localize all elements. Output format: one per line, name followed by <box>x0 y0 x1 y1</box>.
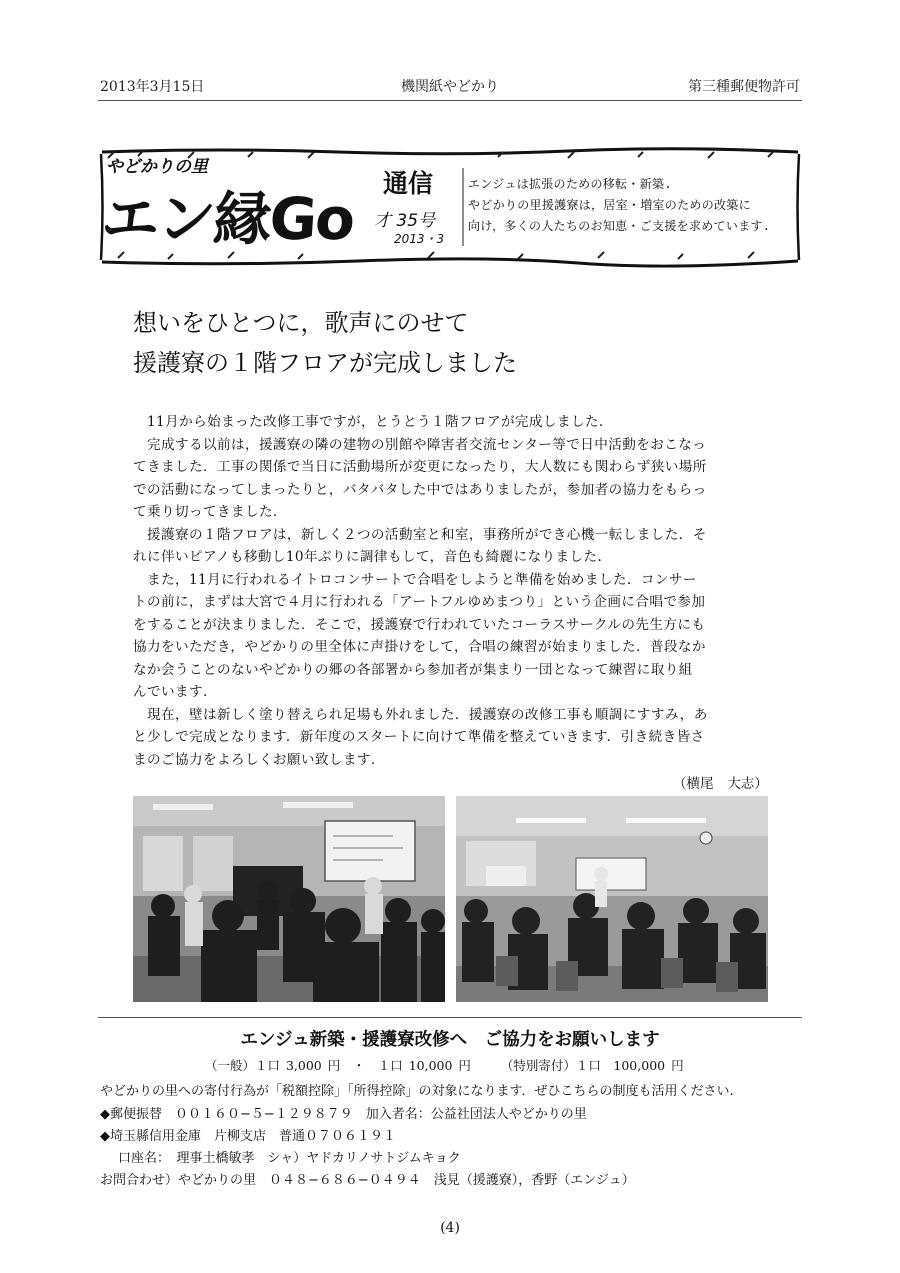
masthead-description-line: エンジュは拡張のための移転・新築. <box>468 177 672 191</box>
article-body <box>133 411 773 771</box>
appeal-title: エンジュ新築・援護寮改修へ ご協力をお願いします <box>240 1030 660 1050</box>
masthead-issue-date: 2013・3 <box>394 232 445 246</box>
body-line: また，11月に行われるイトロコンサートで合唱をしようと準備を始めました．コンサー <box>133 571 697 588</box>
masthead-issue: 才 35号 <box>374 211 436 231</box>
bank-account-info: ◆埼玉縣信用金庫 片柳支店 普通０７０６１９１ <box>100 1129 396 1144</box>
header-publication: 機関紙やどかり <box>401 79 499 95</box>
body-line: トの前に，まずは大宮で４月に行われる「アートフルゆめまつり」という企画に合唱で参加 <box>133 594 706 610</box>
body-line: 完成する以前は，援護寮の隣の建物の別館や障害者交流センター等で日中活動をおこなっ <box>133 436 707 453</box>
separator-rule <box>98 1017 802 1018</box>
postal-transfer-info: ◆郵便振替 ００１６０−５−１２９８７９ 加入者名：公益社団法人やどかりの里 <box>100 1107 587 1122</box>
body-line: 現在，壁は新しく塗り替えられ足場も外れました．援護寮の改修工事も順調にすすみ，あ <box>133 706 708 723</box>
masthead-description-line: 向け，多くの人たちのお知恵・ご支援を求めています. <box>468 219 771 233</box>
body-line: での活動になってしまったりと，バタバタした中ではありましたが，参加者の協力をもらっ <box>133 481 707 498</box>
header-postal-permit: 第三種郵便物許可 <box>688 79 800 95</box>
body-line: 援護寮の１階フロアは，新しく２つの活動室と和室，事務所ができ心機一転しました．そ <box>133 526 707 543</box>
body-line: て乗り切ってきました. <box>133 504 278 520</box>
contact-info: お問合わせ）やどかりの里 ０４８−６８６−０４９４ 浅見（援護寮），香野（エンジュ） <box>100 1173 635 1188</box>
body-line: をすることが決まりました．そこで，援護寮で行われていたコーラスサークルの先生方にも <box>133 616 706 633</box>
photo-choir-practice <box>133 796 445 1002</box>
masthead <box>98 146 802 268</box>
tax-deduction-note: やどかりの里への寄付行為が「税額控除」「所得控除」の対象になります．ぜひこちらの制度も活用ください. <box>100 1084 734 1099</box>
body-line: 11月から始まった改修工事ですが，とうとう１階フロアが完成しました. <box>133 414 604 430</box>
body-line: まのご協力をよろしくお願い致します. <box>133 751 376 768</box>
body-line: と少しで完成となります．新年度のスタートに向けて準備を整えていきます．引き続き皆さ <box>133 729 705 745</box>
masthead-description-line: やどかりの里援護寮は，居室・増室のための改築に <box>468 198 751 212</box>
masthead-logo: エン縁Go <box>99 185 356 253</box>
body-line: なか会うことのないやどかりの郷の各部署から参加者が集まり一団となって練習に取り組 <box>133 661 693 678</box>
masthead-subtitle: やどかりの里 <box>106 157 208 177</box>
body-line: れに伴いピアノも移動し10年ぶりに調律もして，音色も綺麗になりました. <box>133 549 603 565</box>
appeal-prices <box>205 1056 708 1074</box>
account-name-info: 口座名： 理事土橋敏孝 シャ）ヤドカリノサトジムキョク <box>118 1151 461 1166</box>
photo-activity-room <box>456 796 768 1002</box>
masthead-description <box>468 174 798 237</box>
page-number: (4) <box>440 1220 460 1236</box>
article-headline: 想いをひとつに，歌声にのせて <box>133 309 469 337</box>
masthead-suffix: 通信 <box>383 169 434 198</box>
article-subheadline: 援護寮の１階フロアが完成しました <box>133 349 517 377</box>
body-line: 協力をいただき，やどかりの里全体に声掛けをして，合唱の練習が始まりました．普段なか <box>133 639 706 655</box>
price-special: （特別寄付）１口 100,000 円 <box>500 1058 684 1073</box>
header-rule <box>98 100 802 101</box>
body-line: んでいます. <box>133 684 208 700</box>
body-line: てきました．工事の関係で当日に活動場所が変更になったり，大人数にも関わらず狭い場所 <box>133 459 707 475</box>
header-date: 2013年3月15日 <box>100 79 205 95</box>
article-author: （横尾 大志） <box>672 776 768 792</box>
price-general: （一般）１口 3,000 円 ・ １口 10,000 円 <box>205 1058 471 1073</box>
